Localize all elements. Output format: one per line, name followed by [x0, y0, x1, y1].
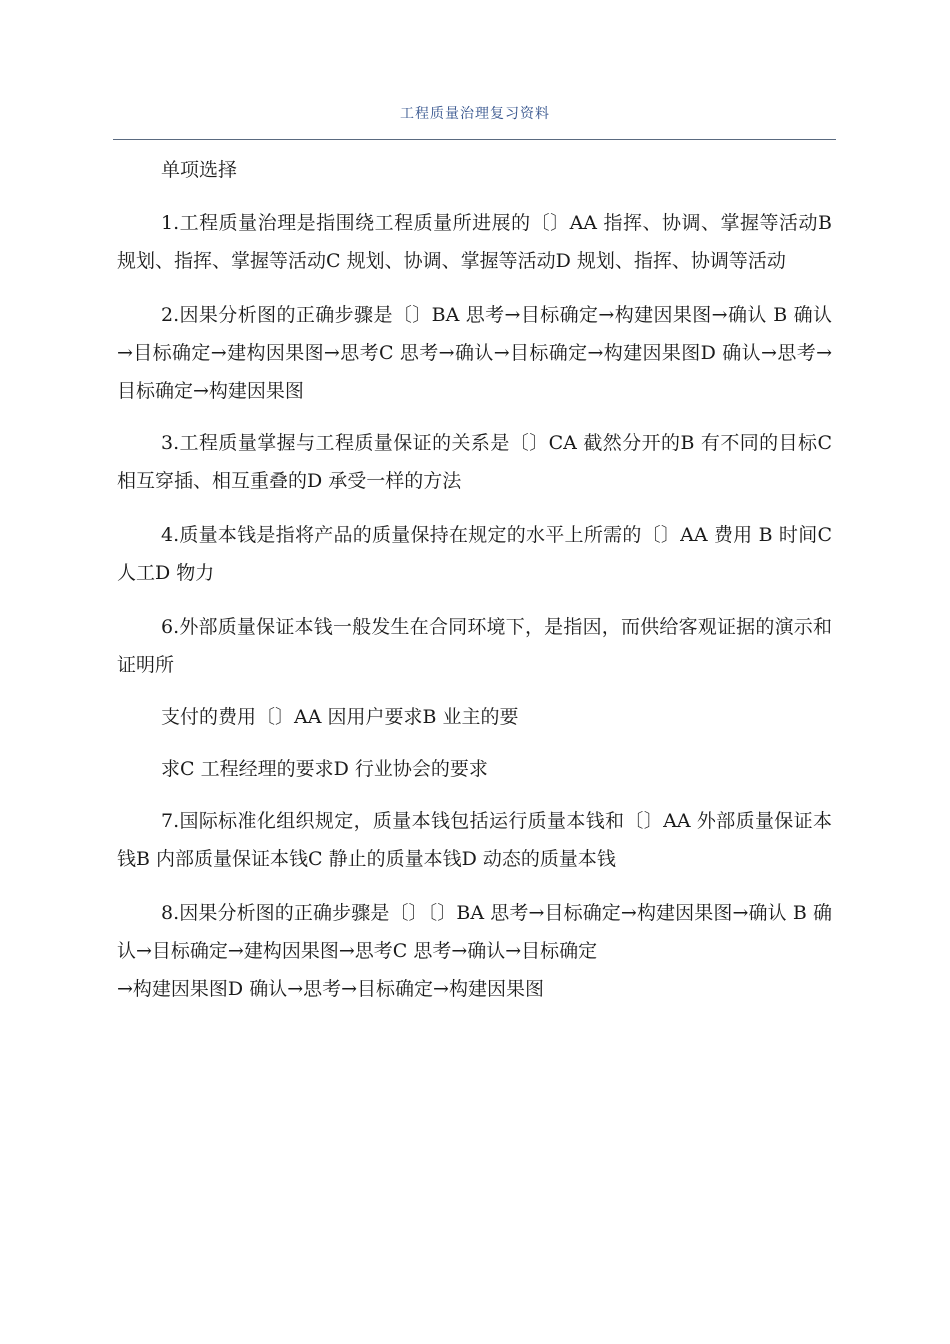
question-4: 4.质量本钱是指将产品的质量保持在规定的水平上所需的〔〕AA 费用 B 时间C 人工D 物力: [117, 524, 832, 584]
section-title: 单项选择: [161, 159, 238, 181]
question-6-continued: 支付的费用〔〕AA 因用户要求B 业主的要: [161, 706, 519, 728]
question-8-continued: →构建因果图D 确认→思考→目标确定→构建因果图: [117, 978, 544, 1000]
question-3: 3.工程质量掌握与工程质量保证的关系是〔〕CA 截然分开的B 有不同的目标C 相互穿插、相互重叠的D 承受一样的方法: [117, 432, 832, 492]
question-1: 1.工程质量治理是指围绕工程质量所进展的〔〕AA 指挥、协调、掌握等活动B 规划、指挥、掌握等活动C 规划、协调、掌握等活动D 规划、指挥、协调等活动: [117, 212, 832, 272]
question-6: 6.外部质量保证本钱一般发生在合同环境下，是指因，而供给客观证据的演示和证明所: [117, 616, 832, 676]
header-divider: [113, 139, 836, 140]
question-6-options: 求C 工程经理的要求D 行业协会的要求: [161, 758, 488, 780]
question-2: 2.因果分析图的正确步骤是〔〕BA 思考→目标确定→构建因果图→确认 B 确认→目标确定→建构因果图→思考C 思考→确认→目标确定→构建因果图D 确认→思考→目标确定→构建因果图: [117, 304, 832, 402]
document-body: [117, 150, 832, 1008]
question-7: 7.国际标准化组织规定，质量本钱包括运行质量本钱和〔〕AA 外部质量保证本钱B 内部质量保证本钱C 静止的质量本钱D 动态的质量本钱: [117, 810, 832, 870]
page-header-title: 工程质量治理复习资料: [400, 106, 550, 122]
question-8: 8.因果分析图的正确步骤是〔〕〔〕BA 思考→目标确定→构建因果图→确认 B 确认→目标确定→建构因果图→思考C 思考→确认→目标确定: [117, 902, 832, 962]
